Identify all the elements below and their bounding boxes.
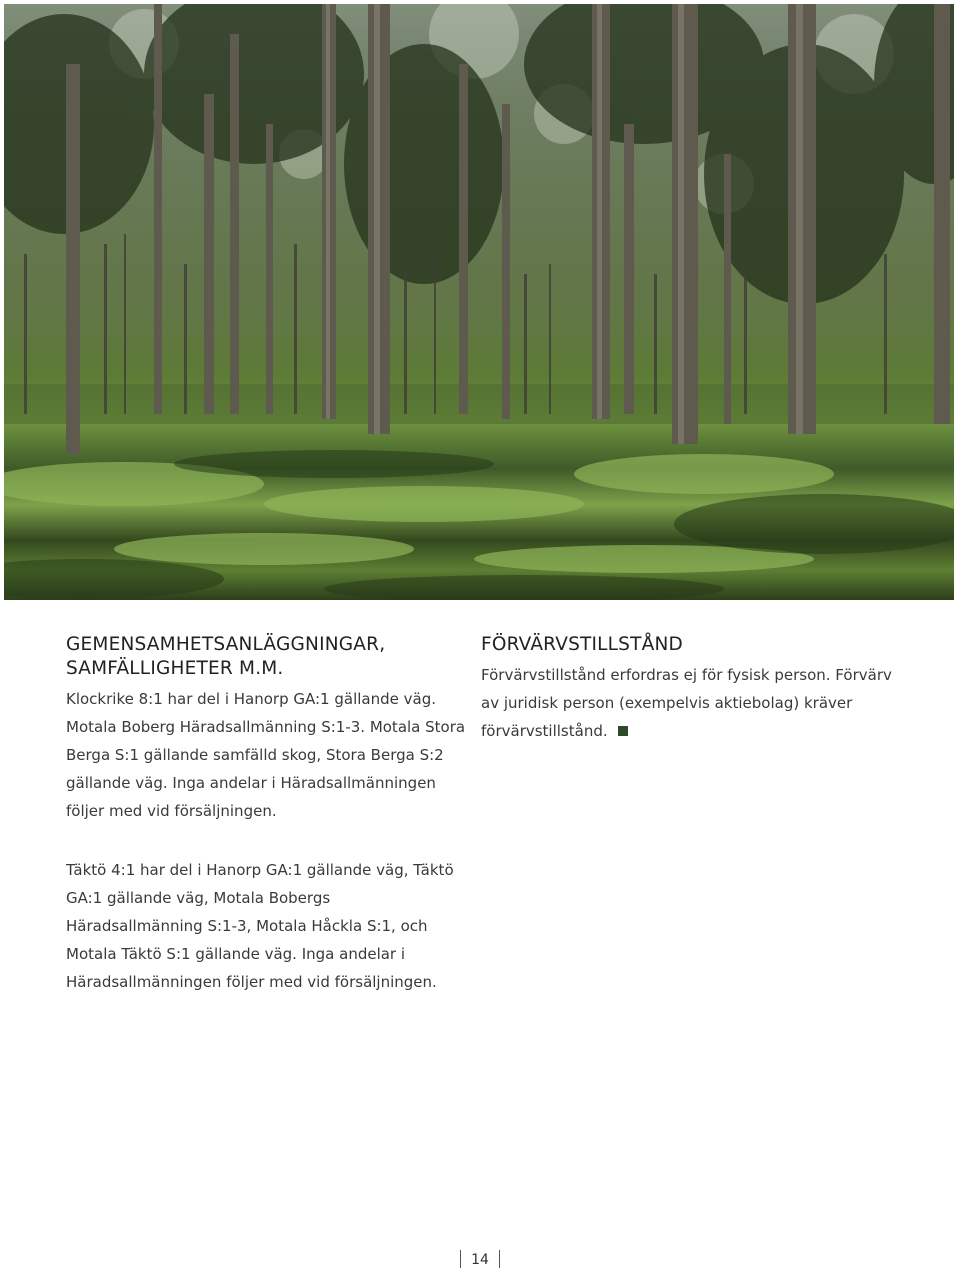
shared-facilities-section [66,633,466,825]
acquisition-permit-section [481,633,901,745]
shared-facilities-heading [66,633,466,681]
forest-photo-drawing [4,4,954,600]
shared-facilities-heading-line2: SAMFÄLLIGHETER M.M. [66,658,284,679]
takto-paragraph: Täktö 4:1 har del i Hanorp GA:1 gällande väg, Täktö GA:1 gällande väg, Motala Bobergs Häradsallmänning S:1-3, Motala Håckla S:1, och Motala Täktö S:1 gällande väg. Inga andelar i Häradsallmänningen följer med vid försäljningen. [66,861,454,991]
acquisition-permit-heading: FÖRVÄRVSTILLSTÅND [481,634,683,655]
takto-section [66,856,466,996]
page-number-footer [0,1250,960,1268]
shared-facilities-paragraph: Klockrike 8:1 har del i Hanorp GA:1 gällande väg. Motala Boberg Häradsallmänning S:1-3. Motala Stora Berga S:1 gällande samfälld skog, Stora Berga S:2 gällande väg. Inga andelar i Häradsallmänningen följer med vid försäljningen. [66,690,466,820]
shared-facilities-heading-line1: GEMENSAMHETSANLÄGGNINGAR, [66,634,386,655]
acquisition-permit-paragraph [481,661,901,745]
forest-photo [4,4,954,600]
page-number: 14 [471,1252,489,1268]
page-number-right-bar [499,1250,500,1268]
end-of-article-square-icon [618,726,628,736]
acquisition-permit-text: Förvärvstillstånd erfordras ej för fysisk person. Förvärv av juridisk person (exempelvis aktiebolag) kräver förvärvstillstånd. [481,666,892,740]
page-number-left-bar [460,1250,461,1268]
